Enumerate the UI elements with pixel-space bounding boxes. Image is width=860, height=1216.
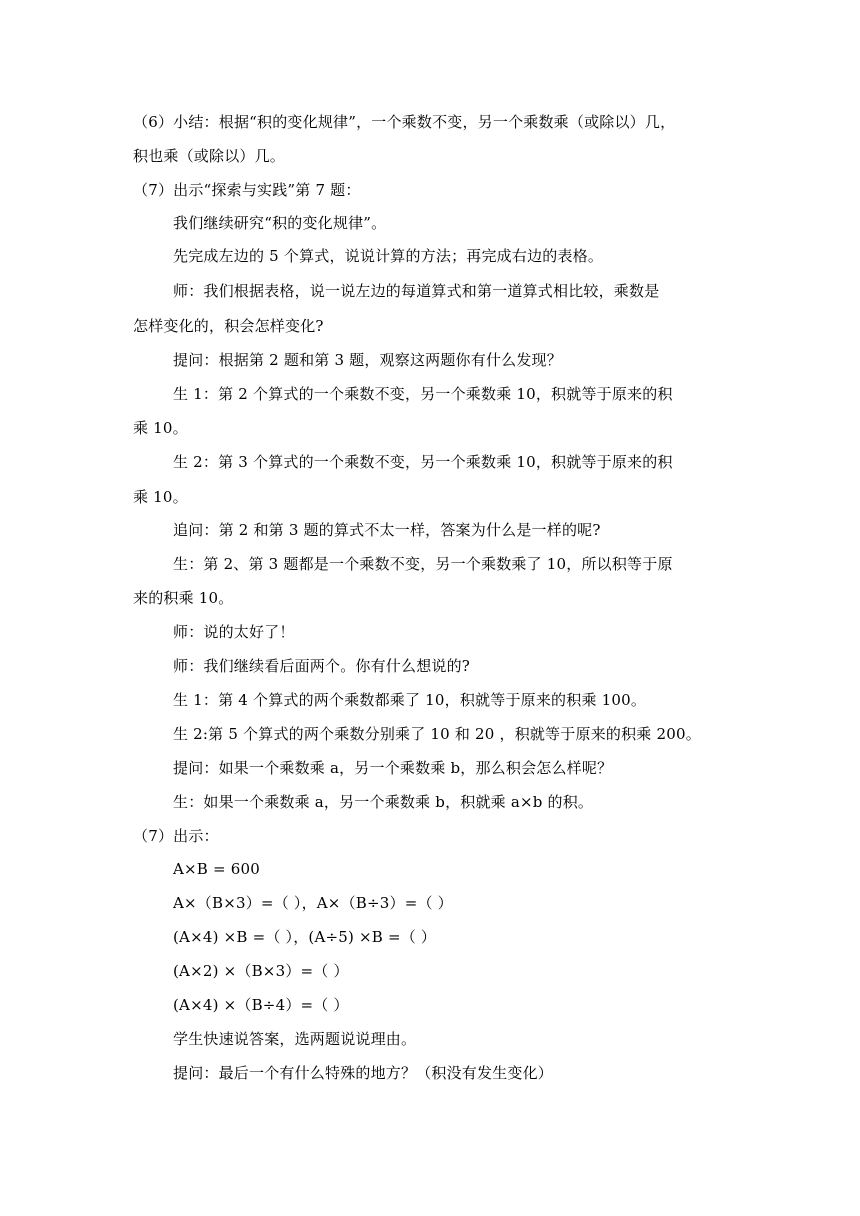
student-answer-line-1: 生：第 2、第 3 题都是一个乘数不变，另一个乘数乘了 10，所以积等于原	[173, 555, 673, 573]
question-ab-line: 提问：如果一个乘数乘 a，另一个乘数乘 b，那么积会怎么样呢？	[173, 759, 613, 777]
paragraph-line: 我们继续研究“积的变化规律”。	[173, 214, 387, 232]
paragraph-line: 先完成左边的 5 个算式，说说计算的方法；再完成右边的表格。	[173, 247, 604, 265]
equation-line: A×B = 600	[173, 860, 260, 878]
instruction-line: 学生快速说答案，选两题说说理由。	[173, 1030, 417, 1048]
summary-line-1: （6）小结：根据“积的变化规律”，一个乘数不变，另一个乘数乘（或除以）几，	[133, 113, 676, 131]
teacher-line-1: 师：我们根据表格，说一说左边的每道算式和第一道算式相比较，乘数是	[173, 282, 660, 300]
student2-line-1: 生 2：第 3 个算式的一个乘数不变，另一个乘数乘 10，积就等于原来的积	[173, 453, 673, 471]
section-7-show-heading: （7）出示：	[133, 827, 219, 845]
student1-line-2: 乘 10。	[133, 419, 188, 437]
teacher-continue-line: 师：我们继续看后面两个。你有什么想说的?	[173, 657, 471, 675]
question-line: 提问：根据第 2 题和第 3 题，观察这两题你有什么发现？	[173, 351, 562, 369]
final-question-line: 提问：最后一个有什么特殊的地方？（积没有发生变化）	[173, 1064, 554, 1082]
student2-answer-line: 生 2:第 5 个算式的两个乘数分别乘了 10 和 20 ，积就等于原来的积乘 200。	[173, 725, 701, 743]
equation-line: (A×4) ×B =（ ），(A÷5) ×B =（ ）	[173, 928, 437, 946]
student2-line-2: 乘 10。	[133, 488, 188, 506]
teacher-line-2: 怎样变化的，积会怎样变化?	[133, 317, 324, 335]
equation-line: (A×4) ×（B÷4）=（ ）	[173, 996, 349, 1014]
equation-line: (A×2) ×（B×3）=（ ）	[173, 962, 349, 980]
student1-line-1: 生 1：第 2 个算式的一个乘数不变，另一个乘数乘 10，积就等于原来的积	[173, 385, 673, 403]
student1-answer-line: 生 1：第 4 个算式的两个乘数都乘了 10，积就等于原来的积乘 100。	[173, 691, 647, 709]
student-answer-line-2: 来的积乘 10。	[133, 589, 234, 607]
teacher-praise-line: 师：说的太好了！	[173, 623, 295, 641]
summary-line-2: 积也乘（或除以）几。	[133, 147, 286, 165]
student-ab-answer-line: 生：如果一个乘数乘 a，另一个乘数乘 b，积就乘 a×b 的积。	[173, 793, 594, 811]
section-7-heading: （7）出示“探索与实践”第 7 题：	[133, 181, 361, 199]
equation-line: A×（B×3）=（ ），A×（B÷3）=（ ）	[173, 894, 453, 912]
followup-question-line: 追问：第 2 和第 3 题的算式不太一样，答案为什么是一样的呢?	[173, 521, 601, 539]
